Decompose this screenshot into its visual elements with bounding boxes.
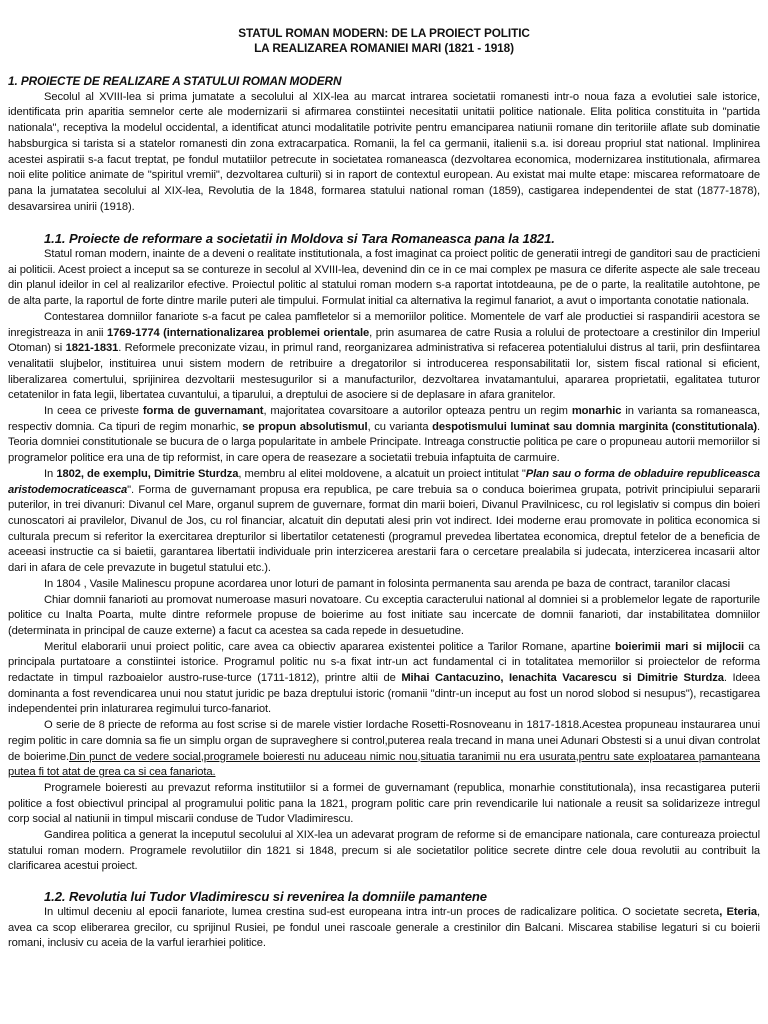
paragraph-malinescu: In 1804 , Vasile Malinescu propune acordarea unor loturi de pamant in folosinta permanenta sau arenda pe baza de contract, taranilor clacasi [44,577,731,590]
bold-text: monarhic [571,405,622,418]
paragraph-sturdza: In 1802, de exemplu, Dimitrie Sturdza, membru al elitei moldovene, a alcatuit un proiect intitulat "Plan sau o forma de obladuire republiceasca aristodemocraticeasca". Forma de guvernamant propusa era republica, pe care trebuia sa o conduca boierimea grupata, potrivit principiului separarii puterilor, in trei divanuri: Divanul cel Mare, organul suprem de guvernare, format din marii boieri, Divanul Pravilnicesc, cu rol legislativ si compus din boieri cunoscatori ai pravilelor, Divanul de Jos, cu rol financiar, alcatuit din deputati alesi prin vot indirect. Idei moderne erau promovate in politica economica si culturala precum si referitor la exercitarea drepturilor si libertatilor cetatenesti (programul prevedea libertatea economica, dreptul fetelor de a beneficia de aceeasi instructie ca si baietii, garantarea libertatii individuale prin interzicerea arestarii fara o cercetare prealabila si judecata, interzicerea incasarii altor dari in afara de cele prevazute in bugetul statului etc.). [8,467,761,575]
section-1-2-heading: 1.2. Revolutia lui Tudor Vladimirescu si revenirea la domniile pamantene [44,889,487,905]
paragraph-intro: Secolul al XVIII-lea si prima jumatate a secolului al XIX-lea au marcat intrarea societatii romanesti intr-o noua faza a evolutiei sale istorice, identificata prin aparitia semnelor certe ale modernizarii si afirmarea constiintei necesitatii unitatii politice nationale. Elita politica constituita in "partida nationala", receptiva la modelul occidental, a identificat atunci modalitatile potrivite pentru emanciparea natiunii romane din teritoriile aflate sub dominatie habsburgica si tarista si a statelor romanesti din zona extracarpatica. Romanii, la fel ca germanii, italienii s.a. isi doreau propriul stat national. Implinirea acestei aspiratii s-a facut treptat, pe fondul mutatiilor petrecute in societatea romaneasca (dezvoltarea economica, modernizarea institutionala, afirmarea noii elite politice animate de "spiritul vremii", dezvoltarea culturii) si in raport de contextul european. Au existat mai multe etape: miscarea reformatoare de pana la jumatatea secolului al XIX-lea, Revolutia de la 1848, formarea statului national roman (1859), castigarea independentei de stat (1877-1878), desavarsirea unirii (1918). [8,90,760,213]
paragraph-programele-boieresti: Programele boieresti au prevazut reforma institutiilor si a formei de guvernamant (republica, monarhie constitutionala), insa recastigarea puterii politice a fost obiectivul principal al programului politic pana la 1821, program politic care prin revendicarile lui nationale a reusit sa solidarizeze intregul corp social al natiunii in timpul miscarii conduse de Tudor Vladimirescu. [8,781,760,826]
document-title-line-1: STATUL ROMAN MODERN: DE LA PROIECT POLITIC [238,26,530,40]
paragraph-domnii-fanarioti: Chiar domnii fanarioti au promovat numeroase masuri novatoare. Cu exceptia caracterului national al domniei si a problemelor legate de raporturile politice cu Inalta Poarta, multe dintre reformele propuse de boierime au fost initiate sau incercate de domnii fanarioti, dar instabilitatea domniilor (determinata in principal de cauze externe) a facut ca acestea sa cada repede in desuetudine. [8,593,760,637]
bold-text: 1769-1774 (internationalizarea problemei orientale [106,326,370,339]
bold-text: se propun absolutismul [242,420,368,433]
section-1-heading: 1. PROIECTE DE REALIZARE A STATULUI ROMAN MODERN [8,74,342,88]
paragraph-gandirea-politica: Gandirea politica a generat la inceputul secolului al XIX-lea un adevarat program de reforme si de emancipare nationala, care contureaza proiectul statului roman modern. Programele revolutiilor din 1821 si 1848, precum si ale societatilor politice secrete dintre cele doua revolutii au contribuit la clarificarea acestui proiect. [8,829,760,873]
paragraph-meritul: Meritul elaborarii unui proiect politic, care avea ca obiectiv apararea existentei politice a Tarilor Romane, apartine boierimii mari si mijlocii ca principala purtatoare a constiintei istorice. Programul politic nu s-a fixat intr-un act fundamental ci in totalitatea memoriilor si proiectelor de reforma redactate in timpul razboaielor austro-ruse-turce (1711-1812), printre altii de Mihai Cantacuzino, Ienachita Vacarescu si Dimitrie Sturdza. Ideea dominanta a fost revendicarea unui nou statut juridic pe baza dreptului istoric (romanii "dintr-un inceput au fost un norod slobod si nesupus"), recastigarea independentei prin inlaturarea regimului turco-fanariot. [8,640,760,716]
paragraph-forma-guvernamant: In ceea ce priveste forma de guvernamant, majoritatea covarsitoare a autorilor opteaza pentru un regim monarhic in varianta sa romaneasca, respectiv domnia. Ca tipuri de regim monarhic, se propun absolutismul, cu varianta despotismului luminat sau domnia marginita (constitutionala). Teoria domniei constitutionale se bucura de o larga popularitate in ambele Principate. Intreaga constructie politica pe care o propuneau autorii memoriilor si programelor politice era una de tip reformist, in care opera de reasezare a societatii trebuia infaptuita de carmuire. [8,405,761,465]
bold-text: 1821-1831 [65,342,119,355]
bold-text: Mihai Cantacuzino, Ienachita Vacarescu si Dimitrie Sturdza [401,672,724,685]
paragraph-statul-roman: Statul roman modern, inainte de a deveni o realitate institutionala, a fost imaginat ca proiect politic de generatii intregi de ganditori sau de practicieni ai politicii. Acest proiect a inceput sa se contureze in secolul al XVIII-lea, devenind din ce in ce mai complex pe masura ce diferite aspecte ale sale treceau din planul ideilor in cel al realizarilor efective. Proiectul politic al statului roman modern s-a raportat intotdeauna, pe de o parte, la realitatile autohtone, pe de alta parte, la raportul de forte dintre marile puteri ale timpului. Formulat initial ca alternativa la regimul fanariot, a avut o importanta conotatie nationala. [8,248,760,308]
section-1-1-heading: 1.1. Proiecte de reformare a societatii in Moldova si Tara Romaneasca pana la 1821. [44,231,555,247]
bold-text: boierimii mari si mijlocii [614,640,744,653]
paragraph-contestarea: Contestarea domniilor fanariote s-a facut pe calea pamfletelor si a memoriilor politice. Momentele de varf ale productiei si raspandirii acestora se inregistreaza in anii 1769-1774 (internationalizarea problemei orientale, prin asumarea de catre Rusia a rolului de protectoare a crestinilor din Imperiul Otoman) si 1821-1831. Reformele preconizate vizau, in primul rand, reorganizarea administrativa si refacerea potentialului distrus al tarii, prin desfiintarea venalitatii slujbelor, instituirea unui sistem modern de retribuire a dregatorilor si introducerea responsabilitatii lor, sistem fiscal rational si eficient, liberalizarea comertului, sprijinirea dezvoltarii mestesugurilor si a manufacturilor, dezvoltarea invatamantului, apararea proprietatii, egalitatea tuturor cetatenilor in fata legii, libertatea cuvantului, a tiparului, a dreptului de asociere si de deplasare in afara granitelor. [8,310,761,402]
paragraph-rosetti: O serie de 8 priecte de reforma au fost scrise si de marele vistier Iordache Rosetti-Rosnoveanu in 1817-1818.Acestea propuneau instaurarea unui regim politic in care domnia sa fie un simplu organ de supraveghere si control,puterea reala trecand in mana unei Adunari Obstesti si a unui divan controlat de boierime.Din punct de vedere social,programele boieresti nu aduceau nimic nou,situatia taranimii nu era usurata,pentru sate exploatarea pamanteana putea fi tot atat de grea ca si cea fanariota. [8,719,760,779]
bold-text: despotismului luminat sau domnia marginita (constitutionala) [432,420,757,433]
bold-italic-text: Plan sau o forma de obladuire republiceasca aristodemocraticeasca [8,467,761,496]
bold-text: , Eteria [719,905,757,918]
bold-text: forma de guvernamant [142,405,264,418]
underlined-text: Din punct de vedere social,programele boieresti nu aduceau nimic nou,situatia taranimii nu era usurata,pentru sate exploatarea pamanteana putea fi tot atat de grea ca si cea fanariota. [8,750,760,779]
bold-text: 1802, de exemplu, Dimitrie Sturdza [56,467,239,480]
paragraph-eteria: In ultimul deceniu al epocii fanariote, lumea crestina sud-est europeana intra intr-un proces de radicalizare politica. O societate secreta, Eteria, avea ca scop eliberarea grecilor, cu sprijinul Rusiei, pe fondul unei rascoale generale a crestinilor din Balcani. Miscarea stabilise legaturi si cu boierii romani, inclusiv cu aceia de la varful ierarhiei politice. [8,905,760,950]
document-title-line-2: LA REALIZAREA ROMANIEI MARI (1821 - 1918) [254,41,514,55]
